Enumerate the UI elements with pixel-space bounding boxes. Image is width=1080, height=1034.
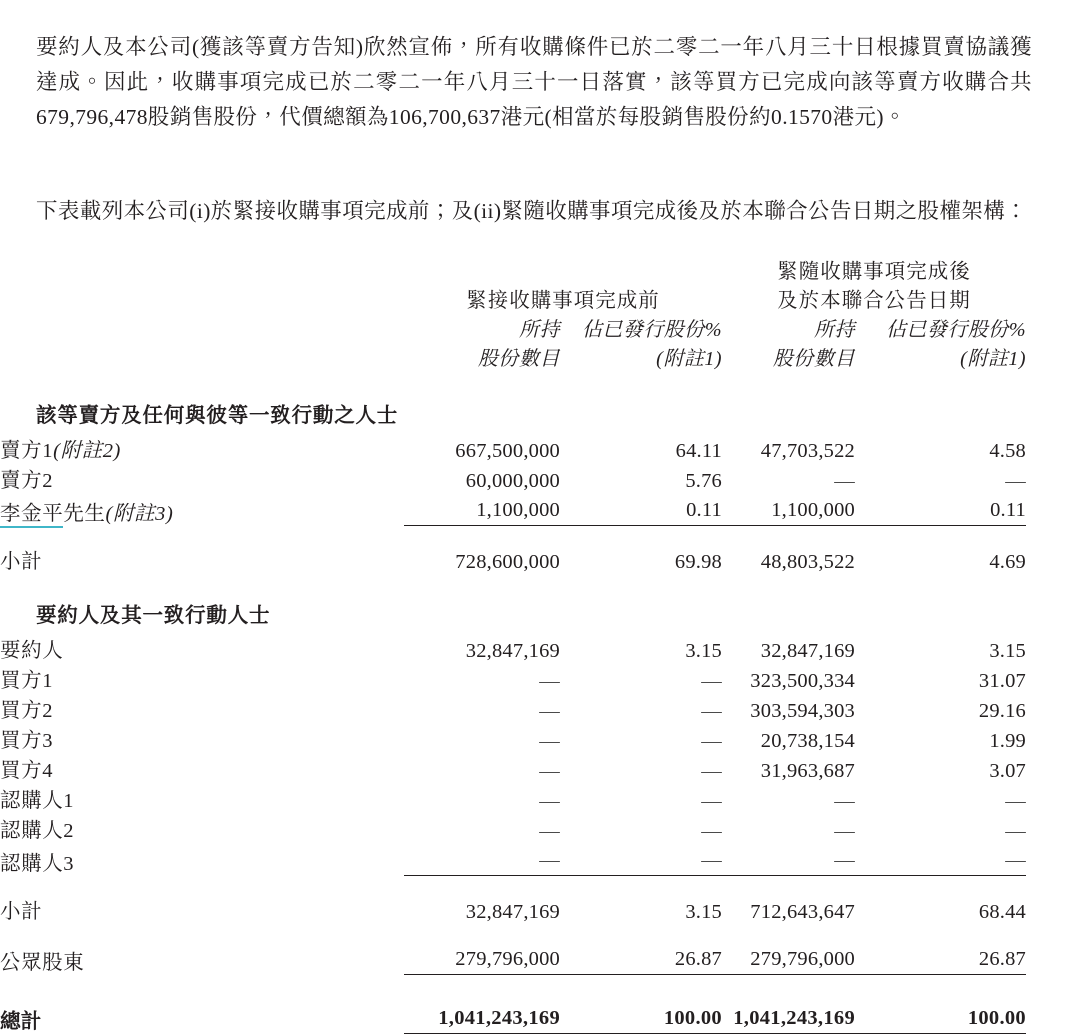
row-value-col1: — — [539, 820, 560, 842]
footnote-ref: (附註2) — [53, 440, 121, 462]
row-value-col2: — — [701, 730, 722, 752]
paragraph-table-intro: 下表載列本公司(i)於緊接收購事項完成前；及(ii)緊隨收購事項完成後及於本聯合公告日期之股權架構： — [36, 198, 1028, 223]
group-header-before: 緊接收購事項完成前 — [466, 290, 660, 312]
row-value-col1: — — [539, 670, 560, 692]
subtotal-gap-cell — [0, 876, 1080, 895]
row-value-col3: 32,847,169 — [760, 640, 855, 662]
subtotal-value-col1: 728,600,000 — [455, 551, 560, 573]
total-value-col2: 100.00 — [560, 1001, 722, 1034]
row-right-pad — [1026, 843, 1080, 876]
table-row — [0, 663, 1080, 693]
row-value-col4: — — [1005, 470, 1026, 492]
row-value-col2: 64.11 — [675, 440, 722, 462]
total-value-col3: 1,041,243,169 — [722, 1001, 855, 1034]
row-value-col4: 0.11 — [855, 493, 1026, 526]
table-row — [0, 433, 1080, 463]
total-gap-cell — [0, 975, 1080, 1002]
row-value-col2: — — [560, 843, 722, 876]
section-gap-row — [0, 924, 1080, 942]
row-value-col4: — — [1005, 820, 1026, 842]
shareholding-structure-table — [0, 258, 1080, 1034]
row-label: 認購人2 — [0, 820, 75, 842]
row-value-col1: — — [539, 790, 560, 812]
subtotal-gap-row — [0, 526, 1080, 545]
row-label: 認購人1 — [0, 790, 75, 812]
total-value-col4: 100.00 — [855, 1001, 1026, 1034]
subtotal-value-col3: 48,803,522 — [760, 551, 855, 573]
row-value-col2: — — [701, 820, 722, 842]
row-value-col2: — — [701, 760, 722, 782]
row-value-col1: — — [539, 700, 560, 722]
group-header-row — [0, 258, 1080, 316]
row-value-col3: 1,100,000 — [722, 493, 855, 526]
header-gap-cell — [0, 374, 1080, 392]
row-right-pad — [1026, 633, 1080, 663]
row-value-col4: 29.16 — [978, 700, 1026, 722]
row-value-col4: 3.15 — [989, 640, 1026, 662]
group-header-after: 緊隨收購事項完成後 及於本聯合公告日期 — [777, 261, 971, 312]
row-value-col4: 1.99 — [989, 730, 1026, 752]
table-row — [0, 843, 1080, 876]
table-row — [0, 753, 1080, 783]
table-body — [0, 392, 1080, 1034]
row-right-pad — [1026, 463, 1080, 493]
row-value-col1: — — [539, 730, 560, 752]
section-title-row — [0, 592, 1080, 633]
public-shareholders-value-col2: 26.87 — [560, 942, 722, 975]
row-value-col3: — — [722, 843, 855, 876]
section-gap-cell — [0, 924, 1080, 942]
table-row — [0, 693, 1080, 723]
row-value-col2: — — [701, 700, 722, 722]
subtotal-value-col2: 3.15 — [685, 901, 722, 923]
row-right-pad — [1026, 753, 1080, 783]
paragraph-completion-announcement: 要約人及本公司(獲該等賣方告知)欣然宣佈，所有收購條件已於二零二一年八月三十日根據買賣協議獲達成。因此，收購事項完成已於二零二一年八月三十一日落實，該等買方已完成向該等賣方收購合共679,796,478股銷售股份，代價總額為106,700,637港元(相當於每股銷售股份約0.1570港元)。 — [36, 34, 1032, 129]
row-value-col3: 20,738,154 — [760, 730, 855, 752]
row-value-col4: 3.07 — [989, 760, 1026, 782]
row-value-col4: — — [1005, 790, 1026, 812]
row-label: 買方1 — [0, 670, 54, 692]
group-header-spacer — [0, 258, 404, 316]
table-row — [0, 493, 1080, 526]
row-value-col1: 60,000,000 — [465, 470, 560, 492]
total-gap-row — [0, 975, 1080, 1002]
public-shareholders-value-col4: 26.87 — [855, 942, 1026, 975]
row-value-col1: — — [539, 760, 560, 782]
public-shareholders-row — [0, 942, 1080, 975]
footnote-ref: (附註3) — [105, 502, 174, 525]
row-value-col3: — — [834, 790, 855, 812]
subtotal-row — [0, 894, 1080, 924]
sub-header-percent-after: 佔已發行股份% (附註1) — [885, 319, 1026, 370]
row-label: 買方4 — [0, 760, 54, 782]
row-value-col4: 4.58 — [989, 440, 1026, 462]
subtotal-value-col2: 69.98 — [674, 551, 722, 573]
section-title-row — [0, 392, 1080, 433]
row-right-pad — [1026, 663, 1080, 693]
row-value-col2: 5.76 — [685, 470, 722, 492]
row-value-col3: 31,963,687 — [760, 760, 855, 782]
row-value-col2: 3.15 — [685, 640, 722, 662]
subtotal-value-col3: 712,643,647 — [750, 901, 855, 923]
subtotal-gap-cell — [0, 526, 1080, 545]
row-value-col3: 303,594,303 — [750, 700, 855, 722]
row-value-col3: 47,703,522 — [760, 440, 855, 462]
row-right-pad — [1026, 813, 1080, 843]
row-value-col3: 323,500,334 — [750, 670, 855, 692]
subtotal-value-col4: 68.44 — [978, 901, 1026, 923]
row-label: 賣方2 — [0, 470, 54, 492]
subtotal-label: 小計 — [0, 551, 43, 573]
row-label: 李金平先生(附註3) — [0, 493, 404, 526]
row-label: 要約人 — [0, 640, 64, 662]
row-label: 買方3 — [0, 730, 54, 752]
row-right-pad — [1026, 1001, 1080, 1034]
row-right-pad — [1026, 433, 1080, 463]
sub-header-row — [0, 316, 1080, 374]
row-right-pad — [1026, 493, 1080, 526]
shareholder-link[interactable]: 李金平 — [0, 503, 63, 528]
row-right-pad — [1026, 693, 1080, 723]
header-gap-row — [0, 374, 1080, 392]
subtotal-value-col1: 32,847,169 — [465, 901, 560, 923]
row-value-col1: 1,100,000 — [404, 493, 560, 526]
row-value-col2: — — [701, 790, 722, 812]
subtotal-value-col4: 4.69 — [989, 551, 1026, 573]
row-value-col1: 667,500,000 — [455, 440, 560, 462]
row-right-pad — [1026, 544, 1080, 574]
section-gap-row — [0, 574, 1080, 592]
table-row — [0, 783, 1080, 813]
group-header-right-pad — [1026, 258, 1080, 316]
sub-header-spacer — [0, 316, 404, 374]
total-label: 總計 — [0, 1010, 42, 1033]
sub-header-shares-before: 所持 股份數目 — [478, 319, 560, 370]
subtotal-label: 小計 — [0, 901, 43, 923]
row-value-col1: — — [404, 843, 560, 876]
section-gap-cell — [0, 574, 1080, 592]
table-row — [0, 463, 1080, 493]
row-label: 買方2 — [0, 700, 54, 722]
row-label: 賣方1(附註2) — [0, 440, 121, 462]
row-right-pad — [1026, 783, 1080, 813]
subtotal-gap-row — [0, 876, 1080, 895]
section-title: 要約人及其一致行動人士 — [36, 605, 271, 627]
total-row — [0, 1001, 1080, 1034]
sub-header-percent-before: 佔已發行股份% (附註1) — [581, 319, 722, 370]
row-right-pad — [1026, 942, 1080, 975]
sub-header-shares-after: 所持 股份數目 — [773, 319, 855, 370]
row-right-pad — [1026, 723, 1080, 753]
row-value-col4: 31.07 — [978, 670, 1026, 692]
row-value-col3: — — [834, 470, 855, 492]
table-head — [0, 258, 1080, 392]
row-label: 認購人3 — [0, 852, 75, 875]
row-right-pad — [1026, 894, 1080, 924]
row-value-col3: — — [834, 820, 855, 842]
public-shareholders-value-col1: 279,796,000 — [404, 942, 560, 975]
subtotal-row — [0, 544, 1080, 574]
row-value-col2: 0.11 — [560, 493, 722, 526]
public-shareholders-label: 公眾股東 — [0, 951, 85, 974]
row-value-col4: — — [855, 843, 1026, 876]
table-row — [0, 813, 1080, 843]
table-row — [0, 723, 1080, 753]
total-value-col1: 1,041,243,169 — [404, 1001, 560, 1034]
row-value-col2: — — [701, 670, 722, 692]
table-row — [0, 633, 1080, 663]
row-value-col1: 32,847,169 — [465, 640, 560, 662]
section-title: 該等賣方及任何與彼等一致行動之人士 — [36, 405, 399, 427]
public-shareholders-value-col3: 279,796,000 — [722, 942, 855, 975]
sub-header-right-pad — [1026, 316, 1080, 374]
